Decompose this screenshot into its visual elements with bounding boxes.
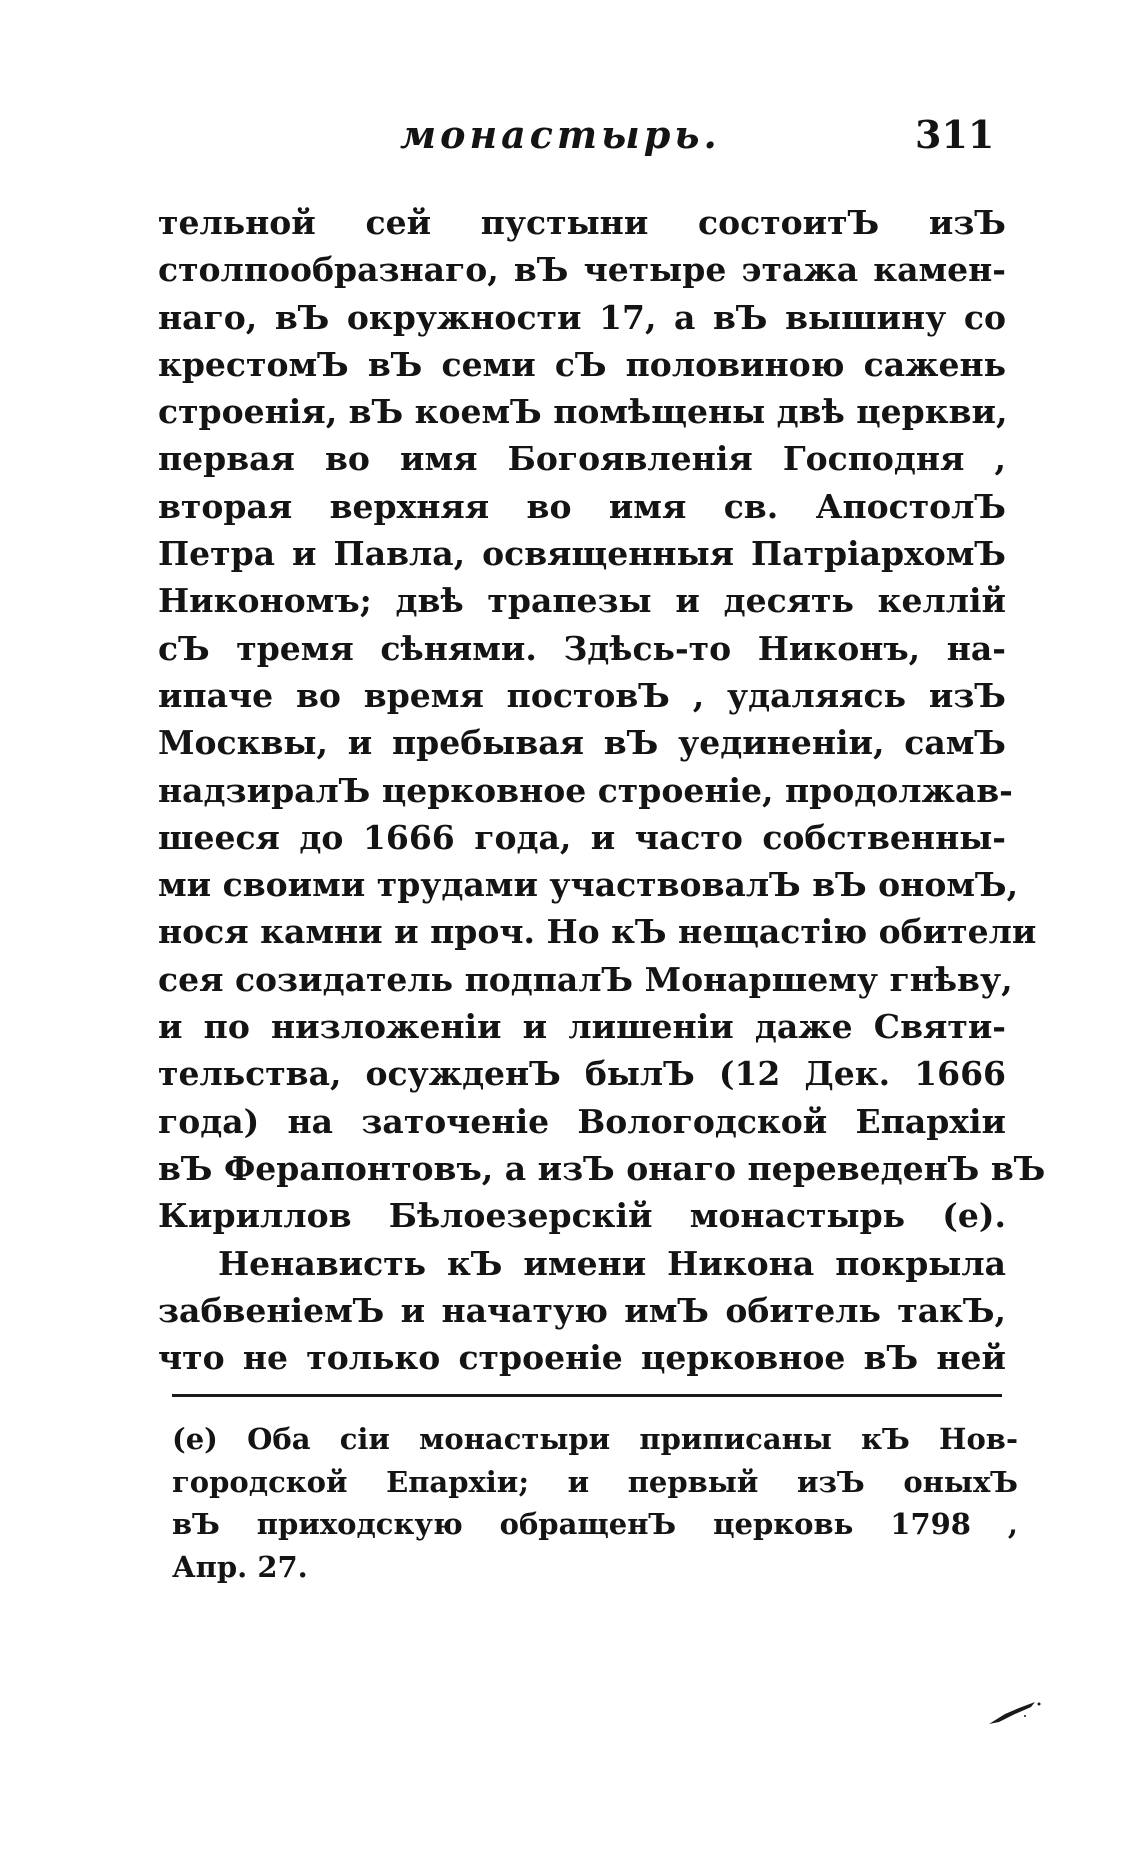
text-line: нося камни и проч. Но кЪ нещастію обители [158,912,1037,952]
text-line: Ненависть кЪ имени Никона покрыла [218,1243,1006,1283]
text-line: столпообразнаго, вЪ четыре этажа камен- [158,250,1006,290]
text-line: вторая верхняя во имя св. АпостолЪ [158,486,1006,526]
text-line: надзиралЪ церковное строеніе, продолжав- [158,770,1013,810]
text-line: вЪ Ферапонтовъ, а изЪ онаго переведенЪ вЪ [158,1148,1046,1188]
running-title: монастырь. [400,112,721,157]
footnote-line: (е) Оба сіи монастыри приписаны кЪ Нов- [172,1422,1018,1456]
text-line: сЪ тремя сѣнями. Здѣсь-то Никонъ, на- [158,628,1006,668]
body-text [158,199,1046,1381]
ink-speck-mark [985,1698,1045,1728]
text-line: Никономъ; двѣ трапезы и десять келлій [158,581,1006,621]
text-line: года) на заточеніе Вологодской Епархіи [158,1101,1006,1141]
text-line: шееся до 1666 года, и часто собственны- [158,817,1006,857]
text-line: забвеніемЪ и начатую имЪ обитель такЪ, [158,1290,1006,1330]
text-line: наго, вЪ окружности 17, а вЪ вышину со [158,297,1006,337]
footnote-divider [172,1394,1002,1397]
text-line: ипаче во время постовЪ , удаляясь изЪ [158,675,1006,715]
text-line: строенія, вЪ коемЪ помѣщены двѣ церкви, [158,392,1008,432]
text-line: Петра и Павла, освященныя ПатріархомЪ [158,534,1006,574]
text-line: что не только строеніе церковное вЪ ней [158,1338,1006,1378]
text-line: крестомЪ вЪ семи сЪ половиною сажень [158,344,1006,384]
text-line: тельства, осужденЪ былЪ (12 Дек. 1666 [158,1054,1006,1094]
footnote-line: городской Епархіи; и первый изЪ оныхЪ [172,1464,1018,1499]
text-line: Кириллов Бѣлоезерскій монастырь (е). [158,1196,1006,1236]
text-line: Москвы, и пребывая вЪ уединеніи, самЪ [158,723,1006,763]
text-line: ми своими трудами участвовалЪ вЪ ономЪ, [158,865,1019,905]
page-number: 311 [915,112,995,157]
text-line: тельной сей пустыни состоитЪ изЪ [158,203,1006,242]
text-line: и по низложеніи и лишеніи даже Святи- [158,1007,1006,1047]
text-line: сея созидатель подпалЪ Монаршему гнѣву, [158,959,1013,999]
footnote-line: Апр. 27. [172,1549,308,1584]
footnote [172,1418,1018,1588]
footnote-line: вЪ приходскую обращенЪ церковь 1798 , [172,1507,1018,1541]
text-line: первая во имя Богоявленія Господня , [158,439,1006,479]
